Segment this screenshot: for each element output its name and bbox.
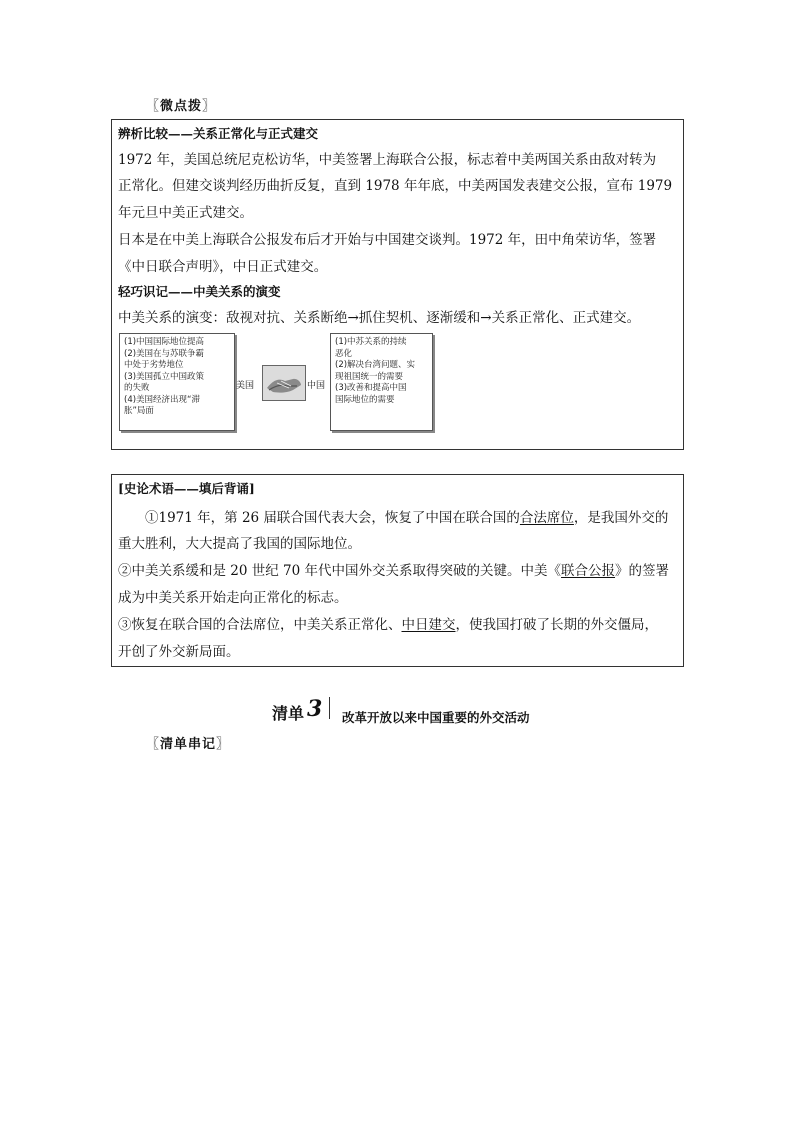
us-reasons-box: (1)中国国际地位提高 (2)美国在与苏联争霸 中处于劣势地位 (3)美国孤立中国政策 的失败 (4)美国经济出现“滞 胀”局面 xyxy=(119,333,235,431)
terms-heading: [史论术语——填后背诵] xyxy=(118,481,255,496)
evolution-summary: 中美关系的演变：敌视对抗、关系断绝→抓住契机、逐渐缓和→关系正常化、正式建交。 xyxy=(118,310,641,326)
term1-line1: ①1971 年，第 26 届联合国代表大会，恢复了中国在联合国的合法席位，是我国外交的 xyxy=(145,510,669,526)
para2-line1: 日本是在中美上海联合公报发布后才开始与中国建交谈判。1972 年，田中角荣访华，签署 xyxy=(118,232,657,248)
term2-line2: 成为中美关系开始走向正常化的标志。 xyxy=(118,590,348,606)
term3-line1: ③恢复在联合国的合法席位，中美关系正常化、中日建交，使我国打破了长期的外交僵局， xyxy=(118,617,658,633)
para1-line3: 年元旦中美正式建交。 xyxy=(118,205,253,221)
term1-line2: 重大胜利，大大提高了我国的国际地位。 xyxy=(118,536,361,552)
blank-china-japan: 中日建交 xyxy=(401,617,456,633)
tag-list-review: 〖清单串记〗 xyxy=(146,737,231,752)
china-reasons-box: (1)中苏关系的持续 恶化 (2)解决台湾问题、实 现祖国统一的需要 (3)改善和提高中国 国际地位的需要 xyxy=(330,333,433,431)
tag-list-review-text: 清单串记 xyxy=(160,737,217,752)
section-label: 清单 xyxy=(272,704,305,723)
blank-joint-communique: 联合公报 xyxy=(561,563,616,579)
tag-micro-tip: 〖微点拨〗 xyxy=(146,99,217,114)
blank-legal-seat: 合法席位 xyxy=(519,510,574,526)
term3-line2: 开创了外交新局面。 xyxy=(118,644,240,660)
section-subtitle: 改革开放以来中国重要的外交活动 xyxy=(342,710,530,725)
para1-line2: 正常化。但建交谈判经历曲折反复，直到 1978 年年底，中美两国发表建交公报，宣布 1979 xyxy=(118,178,673,194)
heading-memorize: 轻巧识记——中美关系的演变 xyxy=(118,284,281,299)
para2-line2: 《中日联合声明》，中日正式建交。 xyxy=(118,259,328,275)
handshake-icon xyxy=(262,365,306,401)
para1-line1: 1972 年，美国总统尼克松访华，中美签署上海联合公报，标志着中美两国关系由敌对转为 xyxy=(118,152,657,168)
tag-micro-tip-text: 微点拨 xyxy=(160,99,203,114)
heading-comparison: 辨析比较——关系正常化与正式建交 xyxy=(118,126,319,141)
label-usa: 美国 xyxy=(236,381,255,391)
section-number: 3 xyxy=(307,696,323,722)
section-divider xyxy=(329,697,330,719)
term2-line1: ②中美关系缓和是 20 世纪 70 年代中国外交关系取得突破的关键。中美《联合公报》的签署 xyxy=(118,563,670,579)
label-china: 中国 xyxy=(307,381,326,391)
